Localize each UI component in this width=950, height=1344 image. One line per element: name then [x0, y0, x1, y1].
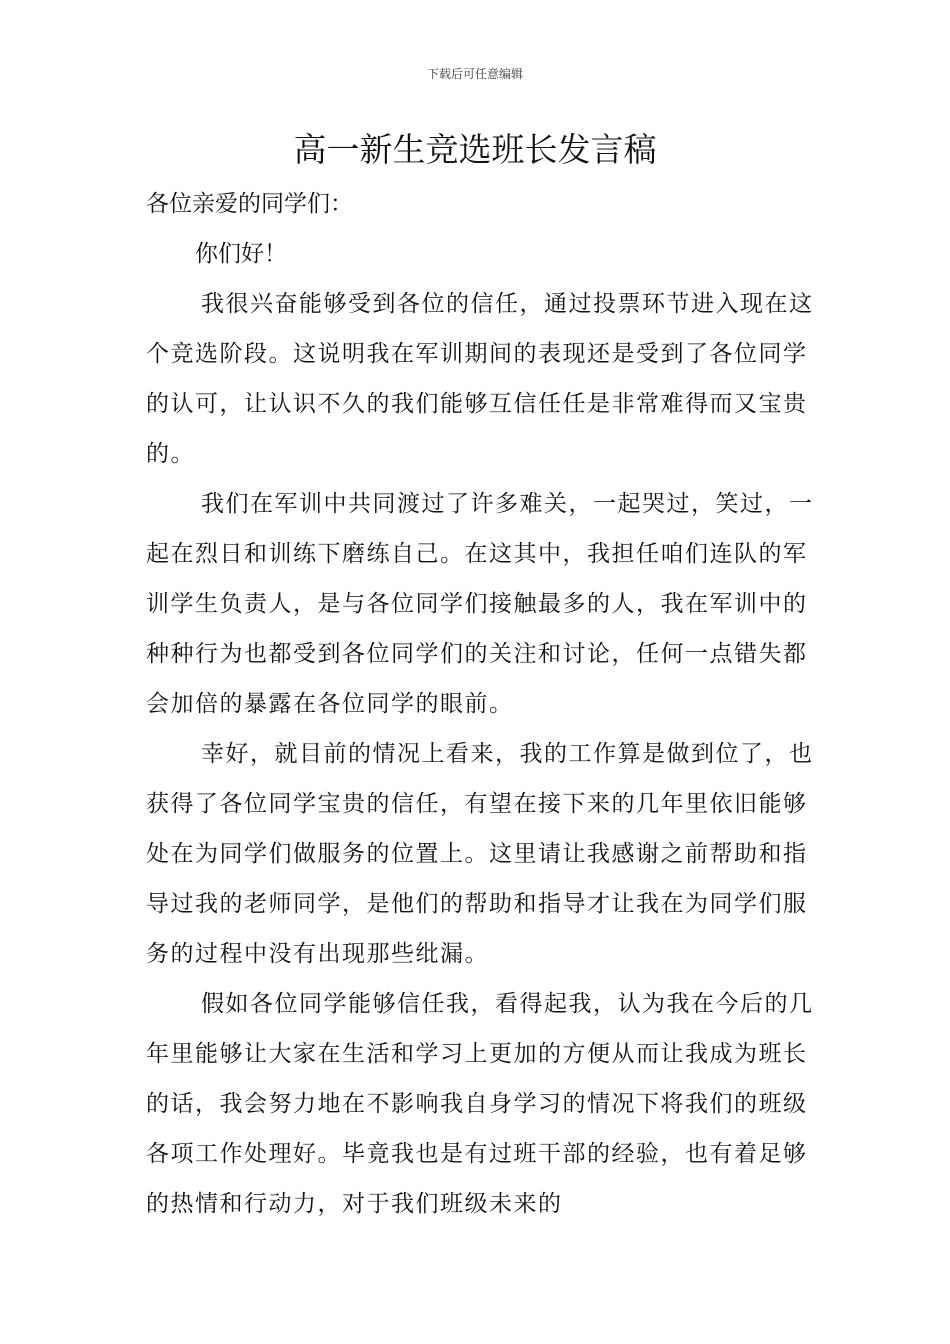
document-title: 高一新生竞选班长发言稿 [293, 130, 657, 169]
header-note: 下载后可任意编辑 [426, 67, 523, 81]
paragraph: 假如各位同学能够信任我，看得起我，认为我在今后的几年里能够让大家在生活和学习上更加的方便从而让我成为班长的话，我会努力地在不影响我自身学习的情况下将我们的班级各项工作处理好。毕竟我也是有过班干部的经验，也有着足够的热情和行动力，对于我们班级未来的 [146, 991, 814, 1217]
document-body [146, 179, 826, 1229]
paragraph: 我很兴奋能够受到各位的信任，通过投票环节进入现在这个竞选阶段。这说明我在军训期间的表现还是受到了各位同学的认可，让认识不久的我们能够互信任任是非常难得而又宝贵的。 [146, 291, 814, 467]
paragraph: 幸好，就目前的情况上看来，我的工作算是做到位了，也获得了各位同学宝贵的信任，有望在接下来的几年里依旧能够处在为同学们做服务的位置上。这里请让我感谢之前帮助和指导过我的老师同学，是他们的帮助和指导才让我在为同学们服务的过程中没有出现那些纰漏。 [146, 741, 814, 967]
paragraph: 我们在军训中共同渡过了许多难关，一起哭过，笑过，一起在烈日和训练下磨练自己。在这其中，我担任咱们连队的军训学生负责人，是与各位同学们接触最多的人，我在军训中的种种行为也都受到各位同学们的关注和讨论，任何一点错失都会加倍的暴露在各位同学的眼前。 [146, 491, 814, 717]
greeting: 你们好！ [195, 241, 287, 267]
salutation: 各位亲爱的同学们： [146, 191, 353, 217]
